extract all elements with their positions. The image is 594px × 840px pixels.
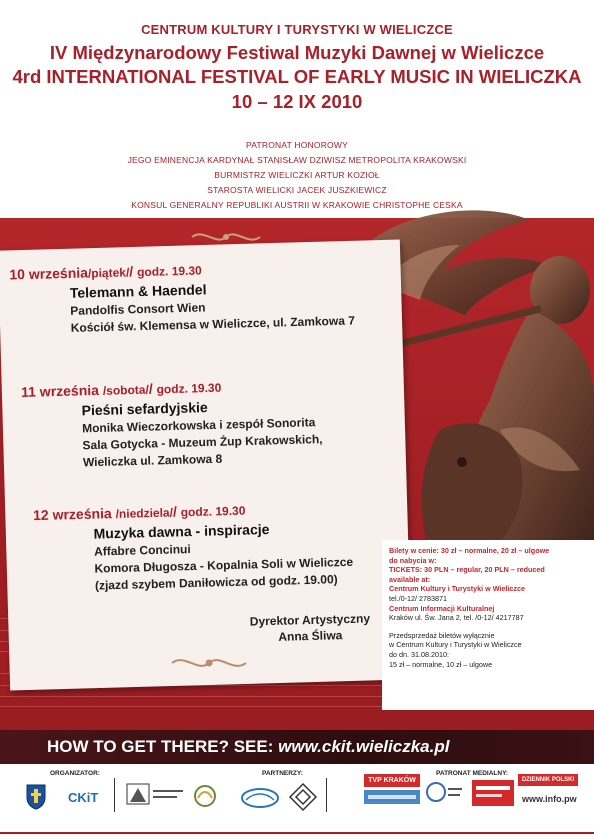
ckit-logo: CKiT <box>68 790 99 805</box>
patronage-line: STAROSTA WIELICKI JACEK JUSZKIEWICZ <box>207 185 387 195</box>
patronage-line: BURMISTRZ WIELICZKI ARTUR KOZIOŁ <box>214 170 380 180</box>
event-performer: Monika Wieczorkowska i zespół Sonorita <box>81 415 316 436</box>
media-logo-icon <box>364 790 420 804</box>
how-to-get-there-bar <box>0 730 594 764</box>
howto-see: SEE: <box>233 737 274 756</box>
event-3 <box>33 499 354 594</box>
partner-logo-icon <box>240 786 280 810</box>
presale-line: w Centrum Kultury i Turystyki w Wieliczce <box>389 640 522 650</box>
media-patronage-label: PATRONAT MEDIALNY: <box>436 770 509 777</box>
ticket-price-pl: Bilety w cenie: 30 zł – normalne, 20 zł – ulgowe <box>389 546 550 555</box>
event-time: godz. 19.30 <box>156 380 222 397</box>
event-2 <box>21 376 323 471</box>
event-date: 11 września /sobota// godz. 19.30 <box>20 380 222 400</box>
event-time: godz. 19.30 <box>180 503 246 520</box>
ticket-available-en: available at: <box>389 574 431 584</box>
footer-divider <box>114 778 115 812</box>
event-performer: Pandolfis Consort Wien <box>70 300 206 318</box>
event-performer: Affabre Concinui <box>93 542 191 559</box>
presale-line: do dn. 31.08.2010: <box>389 649 449 659</box>
event-date-text: 12 września <box>32 505 112 524</box>
ornament-icon <box>170 653 248 673</box>
event-1 <box>9 258 355 337</box>
partners-label: PARTNERZY: <box>262 770 303 777</box>
presale-line: Przedsprzedaż biletów wyłącznie <box>389 630 495 640</box>
patronage-line: PATRONAT HONOROWY <box>246 140 348 150</box>
howto-prefix: HOW TO GET THERE? <box>47 737 229 756</box>
event-venue-line2: (zjazd szybem Daniłowicza od godz. 19.00) <box>94 572 338 593</box>
artistic-director <box>250 610 371 645</box>
header <box>0 0 594 232</box>
organizer-name: CENTRUM KULTURY I TURYSTYKI W WIELICZCE <box>141 22 453 37</box>
dziennik-polski-logo: DZIENNIK POLSKI <box>518 774 578 786</box>
ornament-icon <box>190 228 262 246</box>
event-venue: Kościół św. Klemensa w Wieliczce, ul. Zamkowa 7 <box>70 313 356 335</box>
event-venue: Komora Długosza - Kopalnia Soli w Wieliczce <box>94 554 354 576</box>
festival-dates: 10 – 12 IX 2010 <box>231 91 363 112</box>
ticket-address-2: Kraków ul. Św. Jana 2, tel. /0-12/ 4217787 <box>389 613 524 623</box>
festival-title-en: 4rd INTERNATIONAL FESTIVAL OF EARLY MUSIC IN WIELICZKA <box>12 66 582 87</box>
footer-divider <box>326 778 327 812</box>
event-venue: Sala Gotycka - Muzeum Żup Krakowskich, <box>82 432 323 453</box>
ticket-venue-2: Centrum Informacji Kulturalnej <box>389 603 495 613</box>
info-pw-logo: www.info.pw <box>522 794 577 804</box>
event-date: 10 września/piątek// godz. 19.30 <box>9 263 202 283</box>
festival-title-pl: IV Międzynarodowy Festiwal Muzyki Dawnej w Wieliczce <box>49 42 545 63</box>
ticket-phone-1: tel./0-12/ 2783871 <box>389 593 447 603</box>
partner-logo-icon <box>125 782 185 812</box>
event-date-text: 10 września <box>9 264 89 283</box>
director-role: Dyrektor Artystyczny <box>249 611 371 629</box>
footer-sponsors <box>0 764 594 840</box>
event-date: 12 września /niedziela// godz. 19.30 <box>32 503 246 524</box>
ticket-available-pl: do nabycia w: <box>389 555 437 565</box>
partner-logo-icon <box>288 782 318 812</box>
event-day: /piątek/ <box>87 265 130 281</box>
event-day: /niedziela/ <box>115 505 174 522</box>
presale-line: 15 zł – normalne, 10 zł – ulgowe <box>389 659 493 669</box>
tvp-krakow-logo: TVP KRAKÓW <box>364 774 420 787</box>
tickets-info-box <box>382 540 594 710</box>
event-title: Muzyka dawna - inspiracje <box>93 521 270 542</box>
event-date-text: 11 września <box>20 381 100 400</box>
ticket-price-en: TICKETS: 30 PLN – regular, 20 PLN – reduced <box>389 565 545 575</box>
director-name: Anna Śliwa <box>278 628 343 644</box>
media-logo-icon <box>472 780 514 806</box>
ticket-venue-1: Centrum Kultury i Turystyki w Wieliczce <box>389 584 525 594</box>
website-link[interactable]: www.ckit.wieliczka.pl <box>278 737 450 756</box>
event-day: /sobota/ <box>102 382 150 398</box>
patronage-line: JEGO EMINENCJA KARDYNAŁ STANISŁAW DZIWISZ METROPOLITA KRAKOWSKI <box>127 155 467 165</box>
coat-of-arms-icon <box>26 784 46 810</box>
event-venue-line2: Wieliczka ul. Zamkowa 8 <box>82 451 223 470</box>
event-title: Telemann & Haendel <box>69 281 207 301</box>
organizer-label: ORGANIZATOR: <box>50 770 100 777</box>
event-time: godz. 19.30 <box>136 263 202 280</box>
footer-line <box>0 832 594 834</box>
event-title: Pieśni sefardyjskie <box>81 399 208 419</box>
media-logo-icon <box>424 780 464 806</box>
partner-logo-icon <box>190 784 220 810</box>
patronage-line: KONSUL GENERALNY REPUBLIKI AUSTRII W KRAKOWIE CHRISTOPHE CESKA <box>131 200 463 210</box>
